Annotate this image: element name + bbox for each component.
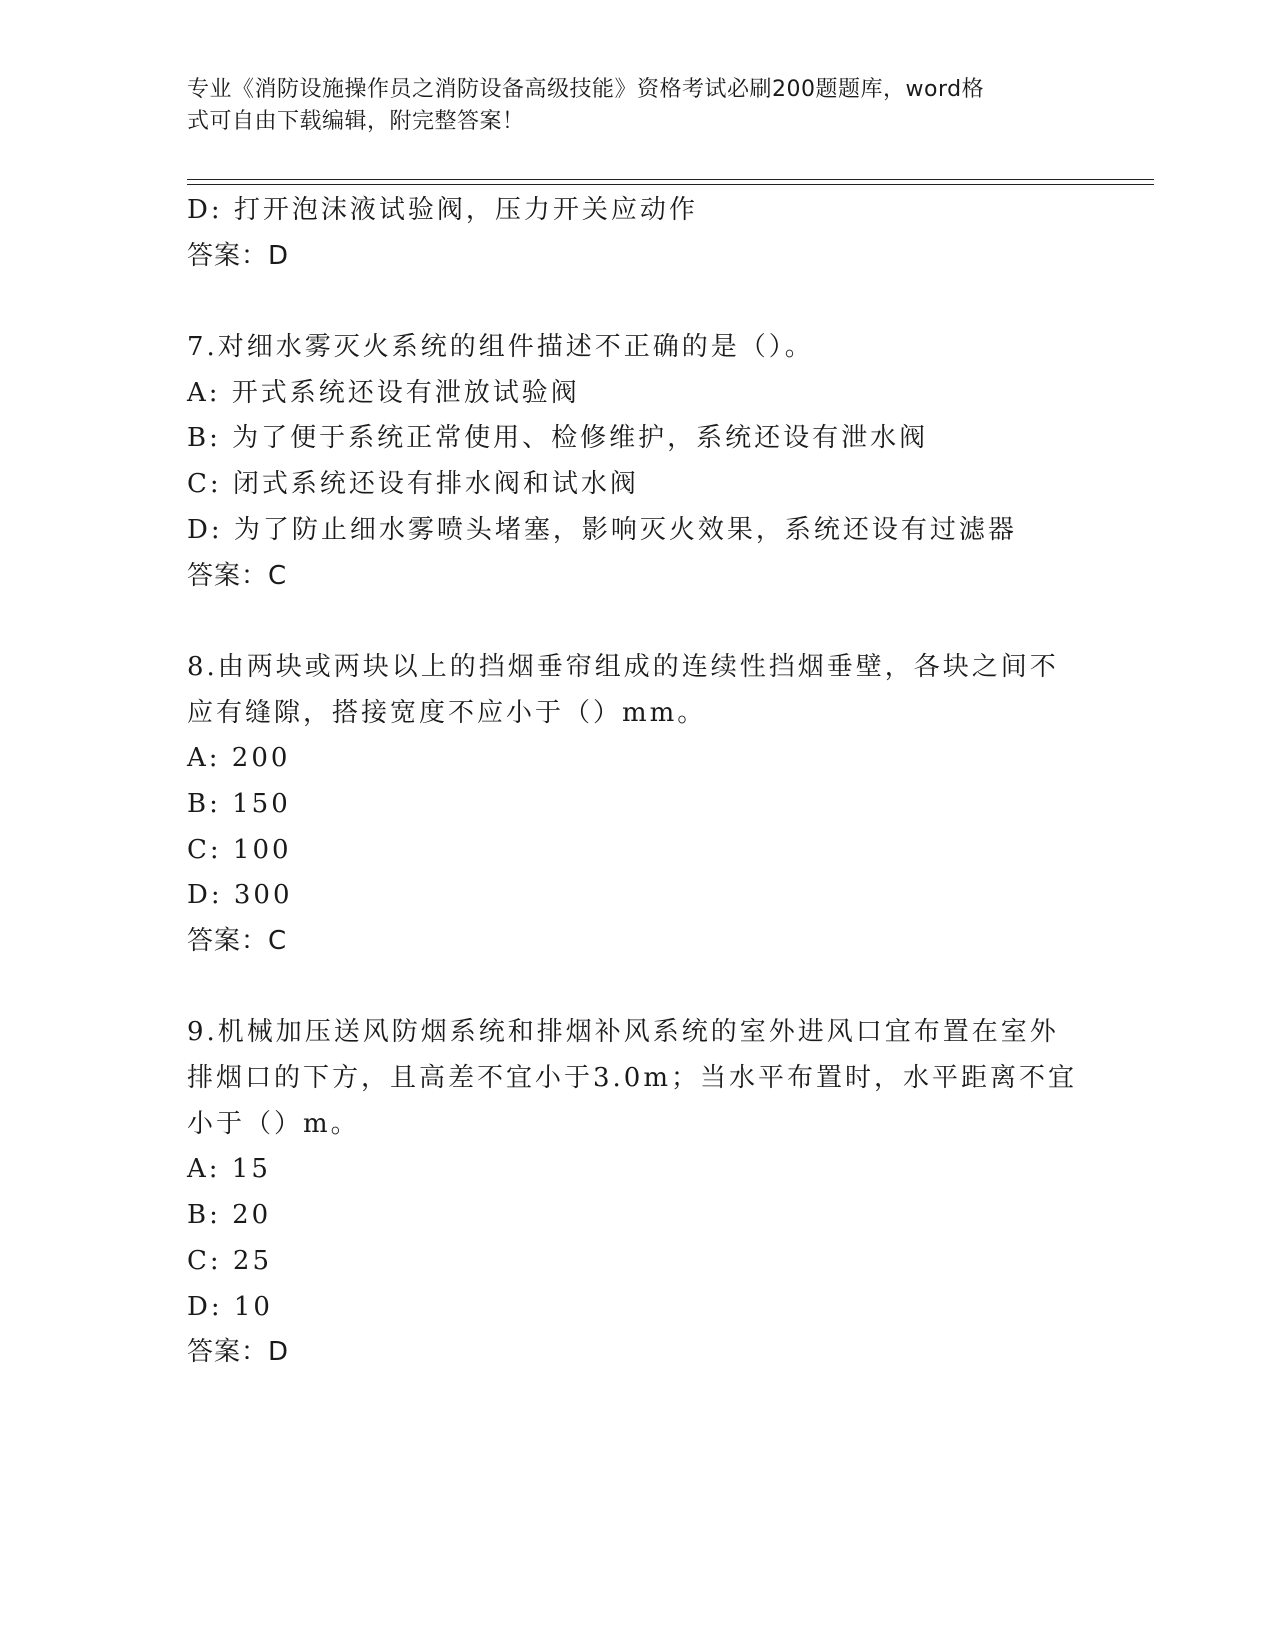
- option-a: A: 开式系统还设有泄放试验阀: [187, 377, 580, 408]
- option-d: D: 300: [187, 880, 293, 911]
- spacer: [187, 599, 1087, 645]
- document-header: [187, 74, 1067, 138]
- option-d: D: 打开泡沫液试验阀，压力开关应动作: [187, 195, 698, 225]
- answer-line: 答案：C: [187, 560, 288, 591]
- option-c: C: 100: [187, 834, 292, 865]
- question-9: [187, 1010, 1087, 1376]
- question-stem: 7.对细水雾灭火系统的组件描述不正确的是（）。: [187, 332, 814, 363]
- option-b: B: 20: [187, 1200, 272, 1231]
- question-stem-line-1: 8.由两块或两块以上的挡烟垂帘组成的连续性挡烟垂壁，各块之间不: [187, 651, 1059, 682]
- option-c: C: 25: [187, 1245, 273, 1276]
- header-divider-bottom: [187, 184, 1154, 185]
- option-d: D: 为了防止细水雾喷头堵塞，影响灭火效果，系统还设有过滤器: [187, 514, 1017, 545]
- spacer: [187, 965, 1087, 1011]
- header-divider-top: [187, 179, 1154, 180]
- question-stem-line-3: 小于（）m。: [187, 1108, 360, 1139]
- question-6-tail: [187, 188, 1087, 279]
- option-b: B: 为了便于系统正常使用、检修维护，系统还设有泄水阀: [187, 423, 929, 454]
- question-content: [187, 188, 1087, 1376]
- answer-line: 答案：C: [187, 926, 288, 956]
- answer-line: 答案：D: [187, 240, 290, 271]
- question-stem-line-2: 应有缝隙，搭接宽度不应小于（）mm。: [187, 697, 707, 728]
- option-a: A: 15: [187, 1154, 271, 1185]
- header-line-1: 专业《消防设施操作员之消防设备高级技能》资格考试必刷200题题库，word格: [187, 77, 985, 102]
- option-c: C: 闭式系统还设有排水阀和试水阀: [187, 469, 639, 500]
- header-line-2: 式可自由下载编辑，附完整答案！: [187, 109, 525, 134]
- option-a: A: 200: [187, 743, 291, 774]
- spacer: [187, 279, 1087, 325]
- option-b: B: 150: [187, 788, 291, 819]
- answer-line: 答案：D: [187, 1337, 290, 1368]
- question-stem-line-1: 9.机械加压送风防烟系统和排烟补风系统的室外进风口宜布置在室外: [187, 1017, 1059, 1048]
- question-7: [187, 325, 1087, 599]
- question-8: [187, 645, 1087, 965]
- question-stem-line-2: 排烟口的下方，且高差不宜小于3.0m；当水平布置时，水平距离不宜: [187, 1063, 1078, 1094]
- option-d: D: 10: [187, 1291, 273, 1322]
